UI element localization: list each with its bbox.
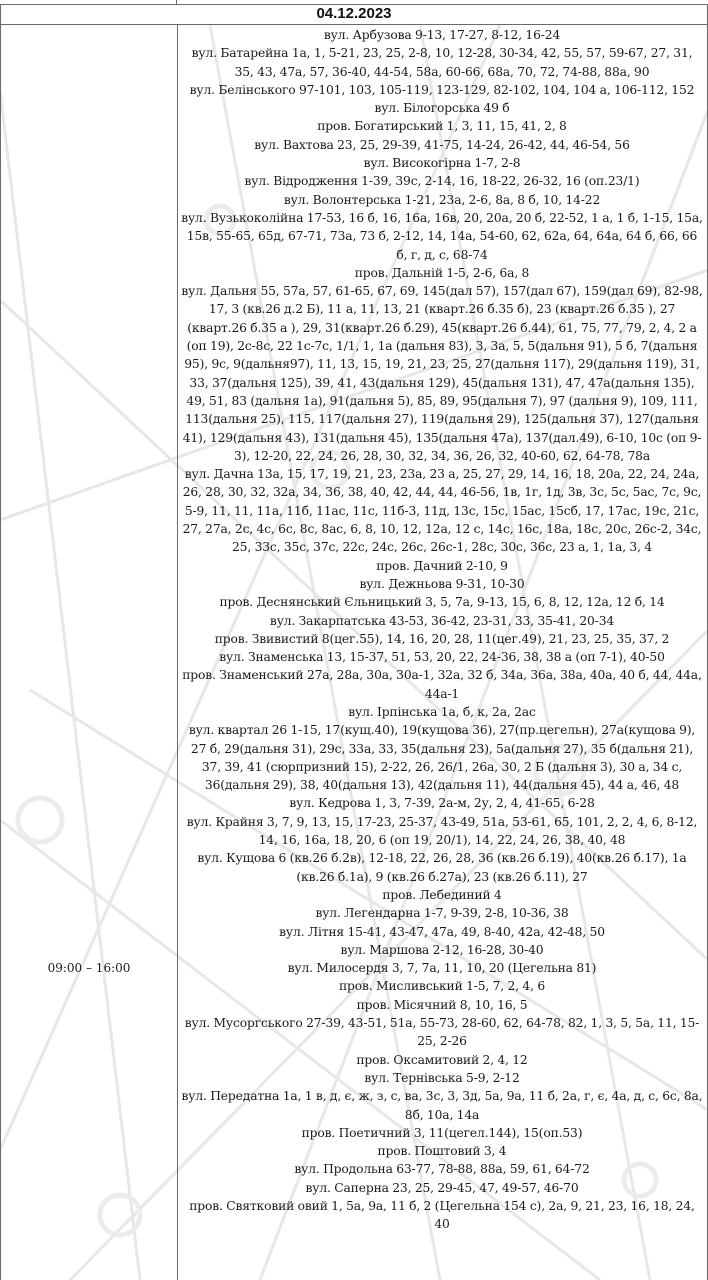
address-list — [177, 25, 707, 1234]
address-entry: вул. Високогірна 1-7, 2-8 — [363, 156, 521, 171]
address-entry: пров. Місячний 8, 10, 16, 5 — [356, 997, 528, 1012]
address-entry: вул. Дачна 13а, 15, 17, 19, 21, 23, 23а, 23 а, 25, 27, 29, 14, 16, 18, 20а, 22, 24, 24а, 26, 28, 30, 32, 32а, 34, 36, 38, 40, 42, 44, 44, 46-56, 1в, 1г, 1д, 3в, 3с, 5с, 5ас, 7с, 9с, 5-9, 11, 11, 11а, 11б, 11ас, 11с, 11б-3, 11д, 13с, 15с, 15ас, 15сб, 17, 17ас, 19с, 21с, 27, 27а, 2с, 4с, 6с, 8с, 8ас, 6, 8, 10, 12, 12а, 12 с, 14с, 16с, 18а, 18с, 20с, 26с-2, 34с, 25, 33с, 35с, 37с, 22с, 24с, 26с, 26с-1, 28с, 30с, 36с, 23 а, 1, 1а, 3, 4 — [182, 467, 702, 555]
address-entry: вул. Кедрова 1, 3, 7-39, 2а-м, 2у, 2, 4, 41-65, 6-28 — [289, 796, 595, 811]
address-entry: пров. Мисливський 1-5, 7, 2, 4, 6 — [338, 979, 545, 994]
address-entry: вул. Арбузова 9-13, 17-27, 8-12, 16-24 — [323, 28, 561, 42]
address-entry: вул. Крайня 3, 7, 9, 13, 15, 17-23, 25-37, 43-49, 51а, 53-61, 65, 101, 2, 2, 4, 6, 8-12, 14, 16, 16а, 18, 20, 6 (оп 19, 20/1), 14, 22, 24, 26, 38, 40, 48 — [186, 814, 698, 848]
address-entry: вул. Батарейна 1а, 1, 5-21, 23, 25, 2-8, 10, 12-28, 30-34, 42, 55, 57, 59-67, 27, 31, 35, 43, 47а, 57, 36-40, 44-54, 58а, 60-66, 68а, 70, 72, 74-88, 88а, 90 — [191, 46, 693, 79]
address-entry: вул. Саперна 23, 25, 29-45, 47, 49-57, 46-70 — [305, 1180, 579, 1195]
address-entry: пров. Дальній 1-5, 2-6, 6а, 8 — [354, 265, 530, 280]
address-entry: вул. Милосердя 3, 7, 7а, 11, 10, 20 (Цегельна 81) — [287, 961, 597, 976]
address-entry: пров. Поштовий 3, 4 — [377, 1144, 507, 1159]
address-entry: вул. Тернівська 5-9, 2-12 — [364, 1070, 520, 1085]
address-entry: вул. Білогорська 49 б — [374, 101, 510, 116]
address-entry: вул. Продольна 63-77, 78-88, 88а, 59, 61, 64-72 — [294, 1162, 590, 1177]
address-entry: пров. Знаменський 27а, 28а, 30а, 30а-1, 32а, 32 б, 34а, 36а, 38а, 40а, 40 б, 44, 44а, 44а-1 — [182, 668, 702, 701]
address-entry: вул. Дальня 55, 57а, 57, 61-65, 67, 69, 145(дал 57), 157(дал 67), 159(дал 69), 82-98, 17, 3 (кв.26 д.2 Б), 11 а, 11, 13, 21 (кварт.26 б.35 б), 23 (кварт.26 б.35 ), 27 (кварт.26 б.35 а ), 29, 31(кварт.26 б.29), 45(кварт.26 б.44), 61, 75, 77, 79, 2, 4, 2 а (оп 19), 2с-8с, 22 1с-7с, 1/1, 1, 1а (дальня 83), 3, 3а, 5, 5(дальня 91), 5 б, 7(дальня 95), 9с, 9(дальня97), 11, 13, 15, 19, 21, 23, 25, 27(дальня 117), 29(дальня 119), 31, 33, 37(дальня 125), 39, 41, 43(дальня 129), 45(дальня 131), 47, 47а(дальня 135), 49, 51, 83 (дальня 1а), 91(дальня 5), 85, 89, 95(дальня 7), 97 (дальня 9), 109, 111, 113(дальня 25), 115, 117(дальня 27), 119(дальня 29), 125(дальня 37), 127(дальня 41), 129(дальня 43), 131(дальня 45), 135(дальня 47а), 137(дал.49), 6-10, 10с (оп 9-3), 12-20, 22, 24, 26, 28, 30, 32, 34, 36, 26, 32, 40-60, 62, 64-78, 78а — [181, 284, 703, 463]
address-entry: вул. Закарпатська 43-53, 36-42, 23-31, 33, 35-41, 20-34 — [269, 613, 615, 628]
address-entry: пров. Оксамитовий 2, 4, 12 — [356, 1052, 528, 1067]
address-entry: вул. Белінського 97-101, 103, 105-119, 123-129, 82-102, 104, 104 а, 106-112, 152 — [189, 82, 695, 97]
address-entry: вул. Передатна 1а, 1 в, д, є, ж, з, с, ва, 3с, 3, 3д, 5а, 9а, 11 б, 2а, г, є, 4а, д, с, 6с, 8а, 8б, 10а, 14а — [181, 1089, 703, 1122]
address-entry: вул. Дежньова 9-31, 10-30 — [359, 576, 525, 591]
address-entry: пров. Деснянський Єльницький 3, 5, 7а, 9-13, 15, 6, 8, 12, 12а, 12 б, 14 — [219, 595, 665, 610]
address-entry: вул. Мусоргського 27-39, 43-51, 51а, 55-73, 28-60, 62, 64-78, 82, 1, 3, 5, 5а, 11, 15-25, 2-26 — [184, 1016, 700, 1049]
address-entry: пров. Богатирський 1, 3, 11, 15, 41, 2, 8 — [317, 119, 567, 134]
date-header: 04.12.2023 — [0, 4, 708, 25]
address-entry: вул. Відродження 1-39, 39с, 2-14, 16, 18-22, 26-32, 16 (оп.23/1) — [244, 174, 640, 189]
address-entry: вул. Маршова 2-12, 16-28, 30-40 — [340, 942, 544, 957]
address-entry: пров. Звивистий 8(цег.55), 14, 16, 20, 28, 11(цег.49), 21, 23, 25, 35, 37, 2 — [214, 631, 670, 646]
address-entry: вул. Вузькоколійна 17-53, 16 б, 16, 16а, 16в, 20, 20а, 20 б, 22-52, 1 а, 1 б, 1-15, 15а, 15в, 55-65, 65д, 67-71, 73а, 73 б, 2-12, 14, 14а, 54-60, 62, 62а, 64, 64а, 64 б, 66, 66 б, г, д, с, 68-74 — [181, 210, 703, 262]
time-slot-label: 09:00 – 16:00 — [47, 961, 131, 975]
address-entry: пров. Дачний 2-10, 9 — [376, 558, 508, 573]
address-entry: пров. Святковий овий 1, 5а, 9а, 11 б, 2 (Цегельна 154 с), 2а, 9, 21, 23, 16, 18, 24, 40 — [189, 1199, 695, 1232]
address-entry: вул. Кущова 6 (кв.26 б.2в), 12-18, 22, 26, 28, 36 (кв.26 б.19), 40(кв.26 б.17), 1а (кв.26 б.1а), 9 (кв.26 б.27а), 23 (кв.26 б.11), 27 — [197, 851, 687, 884]
address-entry: вул. Вахтова 23, 25, 29-39, 41-75, 14-24, 26-42, 44, 46-54, 56 — [254, 137, 630, 152]
address-cell — [177, 25, 708, 1280]
address-entry: вул. Ірпінська 1а, б, к, 2а, 2ас — [348, 704, 536, 719]
address-entry: вул. квартал 26 1-15, 17(кущ.40), 19(кущова 36), 27(пр.цегельн), 27а(кущова 9), 27 б, 29(дальня 31), 29с, 33а, 33, 35(дальня 23), 5а(дальня 27), 35 б(дальня 21), 37, 39, 41 (сюрпризний 15), 2-22, 26, 26/1, 26а, 30, 2 Б (дальня 3), 30 а, 34 с, 36(дальня 29), 38, 40(дальня 13), 42(дальня 11), 44(дальня 45), 44 а, 46, 48 — [188, 723, 696, 793]
address-entry: вул. Легендарна 1-7, 9-39, 2-8, 10-36, 38 — [315, 906, 569, 921]
address-entry: вул. Літня 15-41, 43-47, 47а, 49, 8-40, 42а, 42-48, 50 — [279, 924, 605, 939]
address-entry: пров. Поетичний 3, 11(цегел.144), 15(оп.53) — [301, 1125, 583, 1140]
address-entry: вул. Волонтерська 1-21, 23а, 2-6, 8а, 8 б, 10, 14-22 — [283, 192, 601, 207]
time-slot-cell — [0, 25, 178, 1280]
address-entry: пров. Лебединий 4 — [382, 887, 502, 902]
address-entry: вул. Знаменська 13, 15-37, 51, 53, 20, 22, 24-36, 38, 38 а (оп 7-1), 40-50 — [219, 650, 665, 665]
